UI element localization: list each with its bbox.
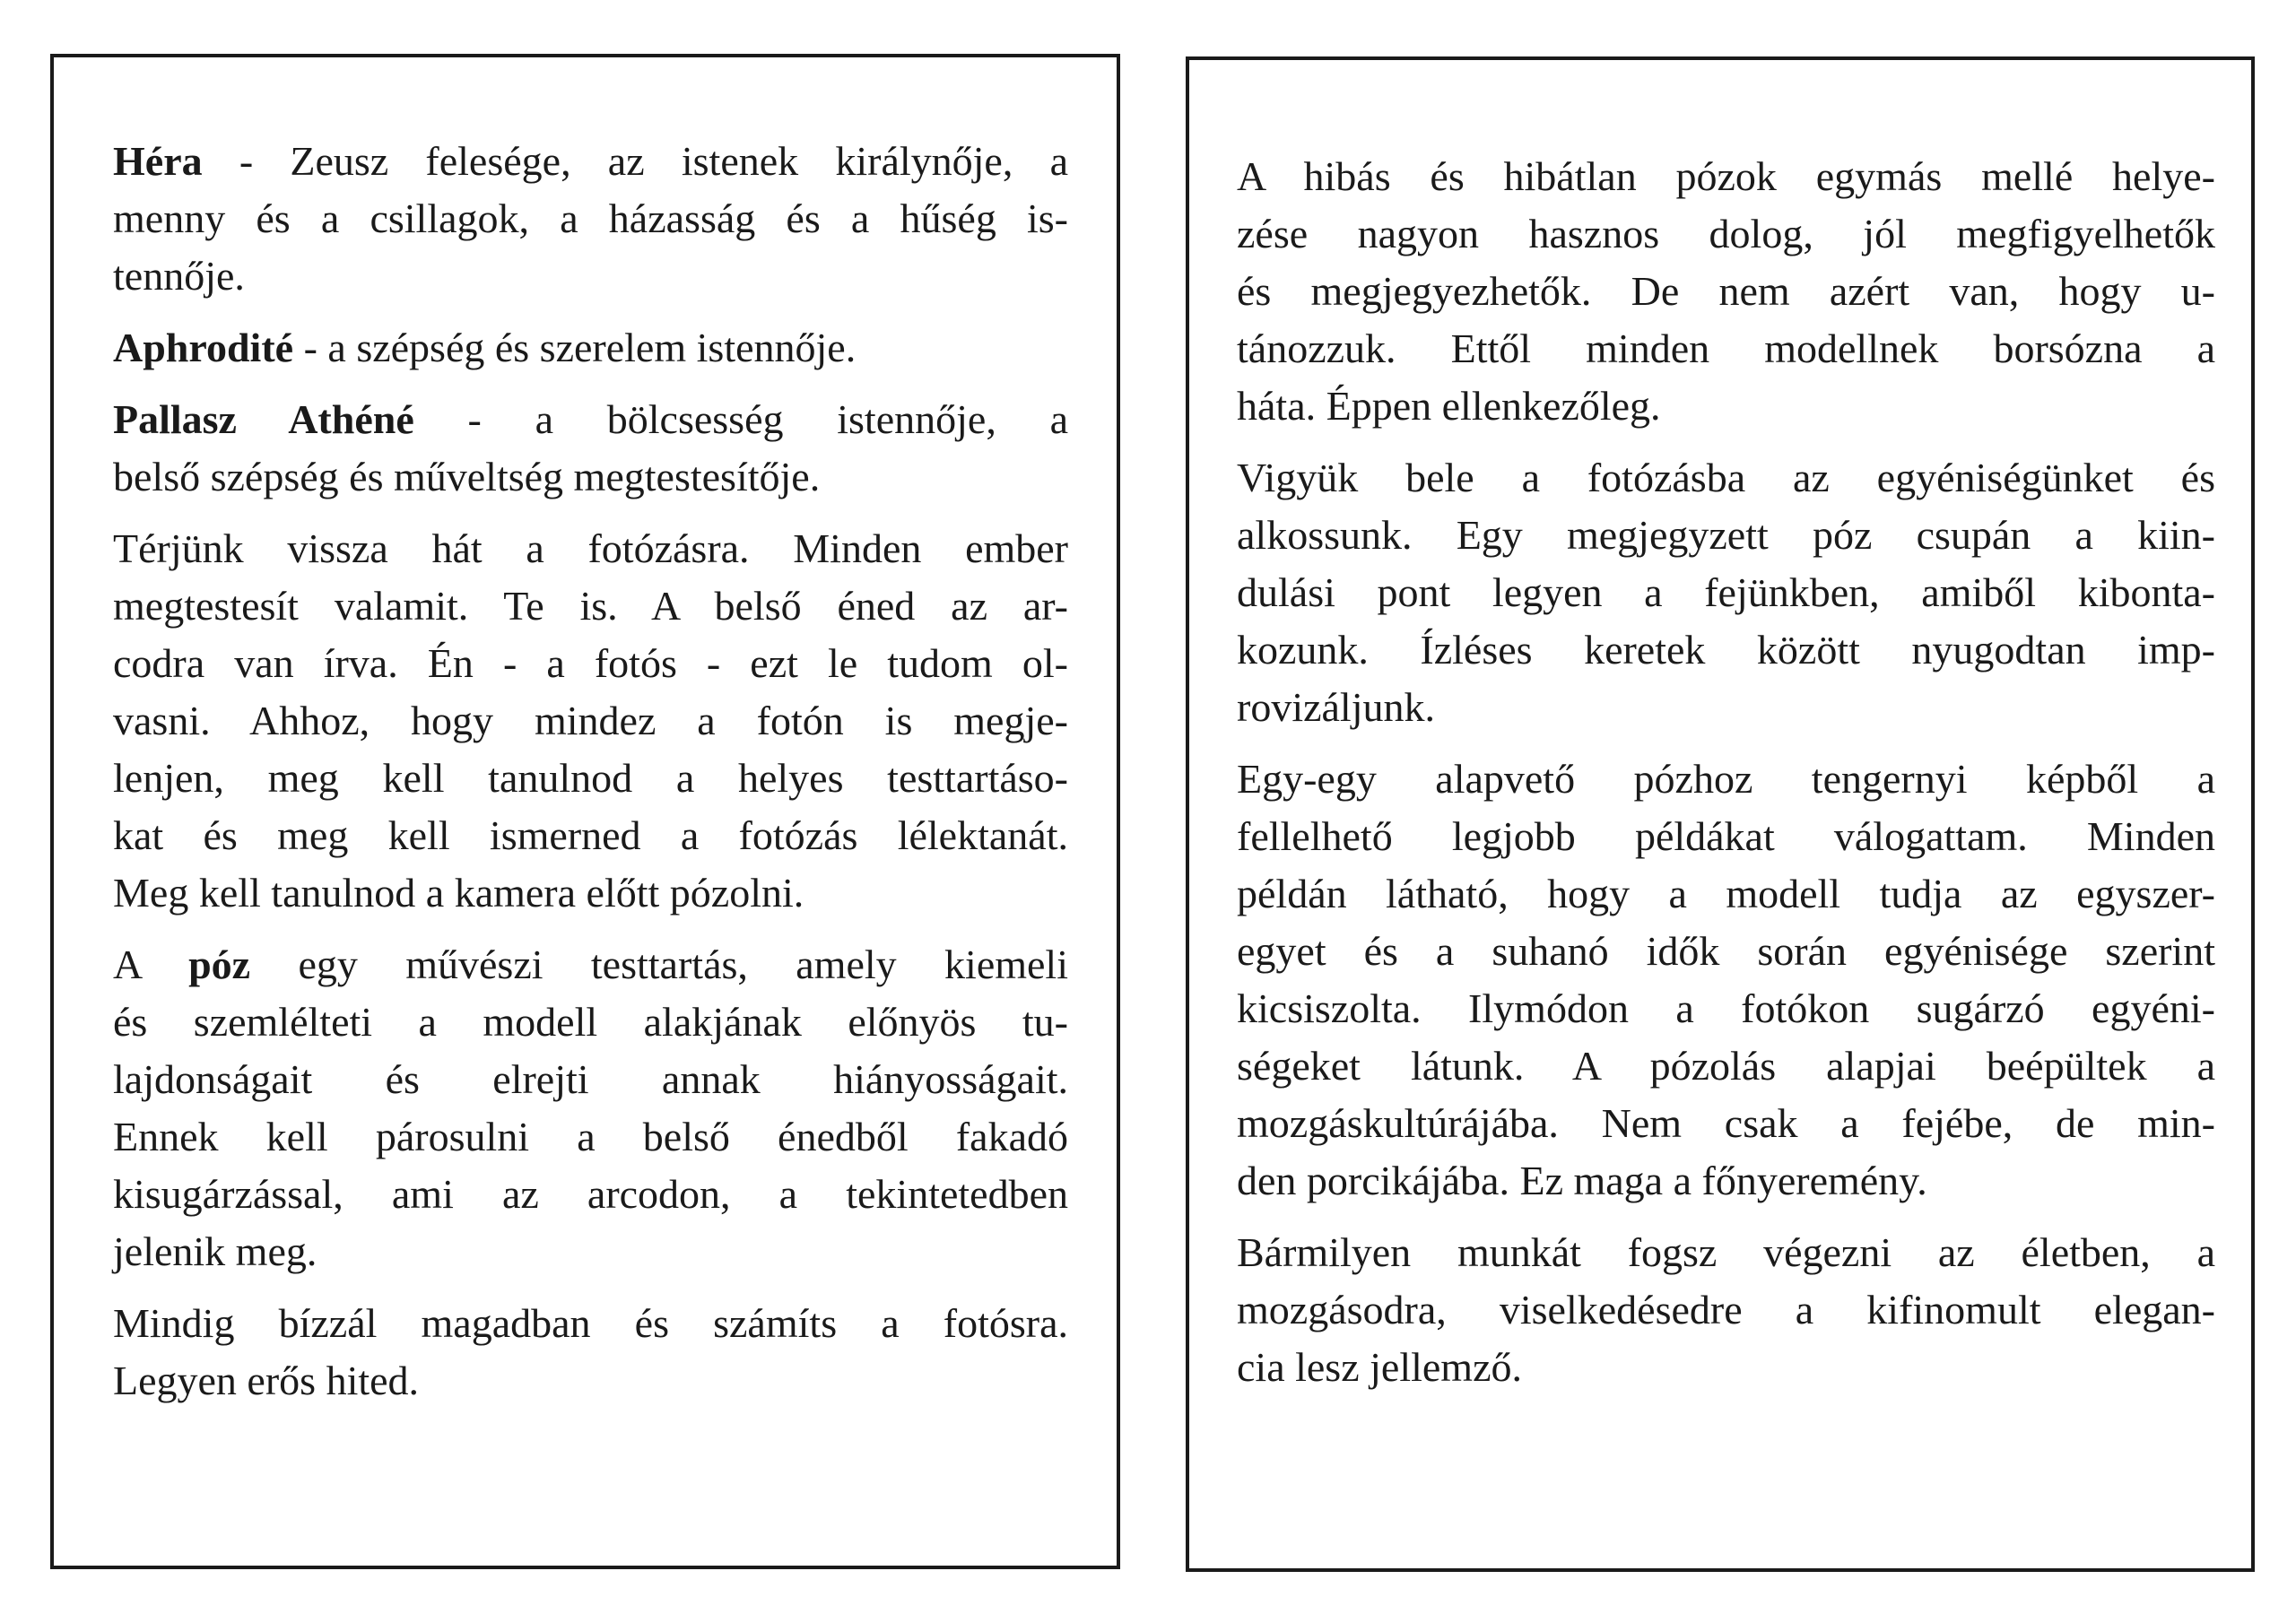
line-text: - Zeusz felesége, az istenek királynője, a <box>202 138 1068 184</box>
bold-term: póz <box>188 942 251 987</box>
line-text: háta. Éppen ellenkezőleg. <box>1237 383 1661 429</box>
line-text: lenjen, meg kell tanulnod a helyes testtartáso- <box>113 755 1068 801</box>
line-text: mozgásodra, viselkedésedre a kifinomult elegan- <box>1237 1287 2215 1332</box>
line-text: zése nagyon hasznos dolog, jól megfigyelhetők <box>1237 211 2215 256</box>
line-text: kozunk. Ízléses keretek között nyugodtan imp- <box>1237 627 2215 673</box>
line-text: Egy-egy alapvető pózhoz tengernyi képből a <box>1237 756 2215 802</box>
line-text: egy művészi testtartás, amely kiemeli <box>250 942 1068 987</box>
line-text: rovizáljunk. <box>1237 684 1435 730</box>
line-text: mozgáskultúrájába. Nem csak a fejébe, de min- <box>1237 1100 2215 1146</box>
paragraph <box>1237 1224 2215 1396</box>
text-line <box>113 1051 1068 1108</box>
paragraph <box>113 1295 1068 1410</box>
text-line <box>1237 1281 2215 1339</box>
paragraph <box>113 391 1068 506</box>
text-line <box>1237 621 2215 679</box>
text-line <box>1237 564 2215 621</box>
text-line <box>113 1295 1068 1352</box>
text-line <box>1237 320 2215 378</box>
line-text: cia lesz jellemző. <box>1237 1344 1523 1390</box>
line-text: codra van írva. Én - a fotós - ezt le tudom ol- <box>113 640 1068 686</box>
text-line <box>1237 808 2215 865</box>
paragraph <box>113 133 1068 305</box>
text-line <box>1237 751 2215 808</box>
line-text: példán látható, hogy a modell tudja az egyszer- <box>1237 871 2215 916</box>
line-text: Bármilyen munkát fogsz végezni az életben, a <box>1237 1229 2215 1275</box>
text-line <box>113 864 1068 922</box>
text-line <box>113 319 1068 377</box>
text-line <box>113 807 1068 864</box>
text-line <box>1237 449 2215 507</box>
line-text: tennője. <box>113 253 245 299</box>
text-line <box>1237 923 2215 980</box>
text-line <box>113 692 1068 750</box>
text-line <box>113 994 1068 1051</box>
text-line <box>113 133 1068 190</box>
text-line <box>1237 1339 2215 1396</box>
line-text: kat és meg kell ismerned a fotózás lélektanát. <box>113 812 1068 858</box>
line-text: jelenik meg. <box>113 1228 317 1274</box>
paragraph <box>1237 449 2215 736</box>
line-text: A hibás és hibátlan pózok egymás mellé helye- <box>1237 153 2215 199</box>
text-line <box>113 750 1068 807</box>
text-line <box>113 1166 1068 1223</box>
line-text: Ennek kell párosulni a belső énedből fakadó <box>113 1114 1068 1159</box>
text-line <box>1237 263 2215 320</box>
paragraph <box>1237 751 2215 1210</box>
line-text: Legyen erős hited. <box>113 1358 420 1403</box>
text-line <box>1237 1224 2215 1281</box>
text-line <box>113 1108 1068 1166</box>
text-line <box>1237 865 2215 923</box>
line-text: Vigyük bele a fotózásba az egyéniségünket és <box>1237 455 2215 500</box>
bold-term: Héra <box>113 138 203 184</box>
line-text: den porcikájába. Ez maga a főnyeremény. <box>1237 1158 1927 1203</box>
line-text: és megjegyezhetők. De nem azért van, hogy u- <box>1237 268 2215 314</box>
left-text-column <box>50 54 1120 1569</box>
text-line <box>1237 1152 2215 1210</box>
text-line <box>113 577 1068 635</box>
line-text: menny és a csillagok, a házasság és a hűség is- <box>113 195 1068 241</box>
text-line <box>113 1352 1068 1410</box>
line-text: Térjünk vissza hát a fotózásra. Minden ember <box>113 525 1068 571</box>
right-text-column <box>1186 56 2255 1572</box>
line-text: egyet és a suhanó idők során egyénisége szerint <box>1237 928 2215 974</box>
paragraph <box>1237 148 2215 435</box>
line-text: lajdonságait és elrejti annak hiányosságait. <box>113 1056 1068 1102</box>
paragraph <box>113 520 1068 922</box>
bold-term: Pallasz Athéné <box>113 396 414 442</box>
text-line <box>1237 507 2215 564</box>
text-line <box>113 635 1068 692</box>
text-line <box>113 391 1068 448</box>
line-text: dulási pont legyen a fejünkben, amiből kibonta- <box>1237 569 2215 615</box>
paragraph <box>113 319 1068 377</box>
line-text: és szemlélteti a modell alakjának előnyös tu- <box>113 999 1068 1045</box>
text-line <box>1237 679 2215 736</box>
text-line <box>1237 1037 2215 1095</box>
text-line <box>113 247 1068 305</box>
paragraph <box>113 936 1068 1280</box>
line-text: fellelhető legjobb példákat válogattam. Minden <box>1237 813 2215 859</box>
line-text: Mindig bízzál magadban és számíts a fotósra. <box>113 1300 1068 1346</box>
line-text: kisugárzással, ami az arcodon, a tekintetedben <box>113 1171 1068 1217</box>
line-text: Meg kell tanulnod a kamera előtt pózolni. <box>113 870 804 916</box>
line-text: megtestesít valamit. Te is. A belső éned az ar- <box>113 583 1068 629</box>
text-line <box>1237 205 2215 263</box>
text-line <box>1237 1095 2215 1152</box>
line-text: kicsiszolta. Ilymódon a fotókon sugárzó egyéni- <box>1237 985 2215 1031</box>
text-line <box>113 520 1068 577</box>
line-text: alkossunk. Egy megjegyzett póz csupán a kiin- <box>1237 512 2215 558</box>
line-prefix: A <box>113 942 189 987</box>
text-line <box>1237 378 2215 435</box>
line-text: - a bölcsesség istennője, a <box>413 396 1069 442</box>
line-text: - a szépség és szerelem istennője. <box>293 325 857 370</box>
line-text: belső szépség és műveltség megtestesítője. <box>113 454 821 499</box>
text-line <box>1237 980 2215 1037</box>
line-text: tánozzuk. Ettől minden modellnek borsózna a <box>1237 325 2215 371</box>
text-line <box>113 190 1068 247</box>
text-line <box>113 1223 1068 1280</box>
text-line <box>1237 148 2215 205</box>
line-text: ségeket látunk. A pózolás alapjai beépültek a <box>1237 1043 2215 1089</box>
text-line <box>113 936 1068 994</box>
text-line <box>113 448 1068 506</box>
line-text: vasni. Ahhoz, hogy mindez a fotón is megje- <box>113 698 1068 743</box>
bold-term: Aphrodité <box>113 325 294 370</box>
